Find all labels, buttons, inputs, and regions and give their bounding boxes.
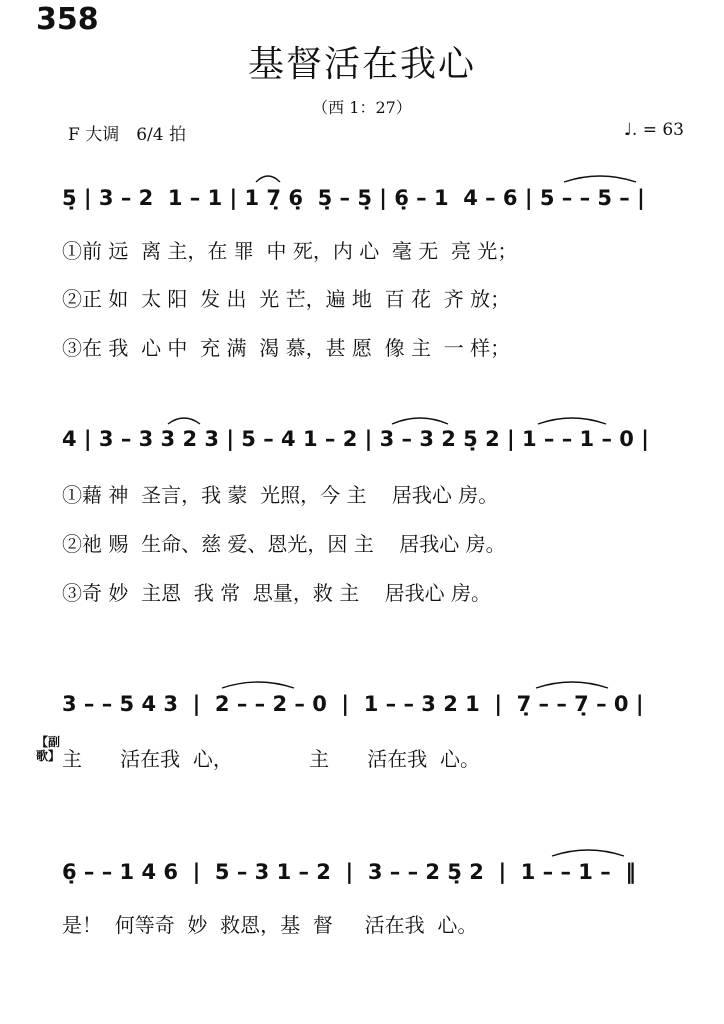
slur-arc (536, 682, 608, 688)
slur-arc (168, 418, 200, 424)
notation-line-1: 5̣ | 3 – 2 1 – 1 | 1 7̣ 6̣ 5̣ – 5̣ | 6̣ – 1 4 – 6 | 5 – – 5 – | (62, 186, 645, 210)
slur-arc (552, 850, 624, 856)
slur-arc (538, 418, 606, 424)
lyric-chorus-line-2: 是！ 何等奇 妙 救恩，基 督 活在我 心。 (62, 913, 478, 937)
notation-line-4: 6̣ – – 1 4 6 | 5 – 3 1 – 2 | 3 – – 2 5̣ 2 | 1 – – 1 – ‖ (62, 860, 636, 884)
key-signature: F 大调 6/4 拍 (68, 125, 186, 145)
scripture-reference: （西 1：27） (312, 98, 412, 117)
notation-line-2: 4 | 3 – 3 3 2 3 | 5 – 4 1 – 2 | 3 – 3 2 5̣ 2 | 1 – – 1 – 0 | (62, 427, 649, 451)
hymn-number: 358 (36, 2, 99, 37)
lyric-verse-1-line-2: ①藉 神 圣言，我 蒙 光照，今 主 居我心 房。 (62, 483, 499, 507)
lyric-chorus-line-1: 主 活在我 心， 主 活在我 心。 (62, 747, 481, 771)
hymn-title: 基督活在我心 (247, 44, 476, 85)
tempo-marking: ♩. = 63 (623, 120, 684, 140)
lyric-verse-1-line-1: ①前 远 离 主，在 罪 中 死，内 心 毫 无 亮 光； (62, 239, 518, 263)
lyric-verse-3-line-2: ③奇 妙 主恩 我 常 思量，救 主 居我心 房。 (62, 581, 492, 605)
slur-arc (256, 176, 280, 182)
lyric-verse-2-line-1: ②正 如 太 阳 发 出 光 芒，遍 地 百 花 齐 放； (62, 287, 511, 311)
lyric-verse-2-line-2: ②祂 赐 生命、慈 爱、恩光，因 主 居我心 房。 (62, 532, 506, 556)
slur-arc (222, 682, 294, 688)
notation-line-3: 3 – – 5 4 3 | 2 – – 2 – 0 | 1 – – 3 2 1 | 7̣ – – 7̣ – 0 | (62, 692, 644, 716)
slur-arc (564, 176, 636, 182)
chorus-label: 【副歌】 (36, 735, 61, 763)
slur-arc (392, 418, 448, 424)
lyric-verse-3-line-1: ③在 我 心 中 充 满 渴 慕，甚 愿 像 主 一 样； (62, 336, 511, 360)
